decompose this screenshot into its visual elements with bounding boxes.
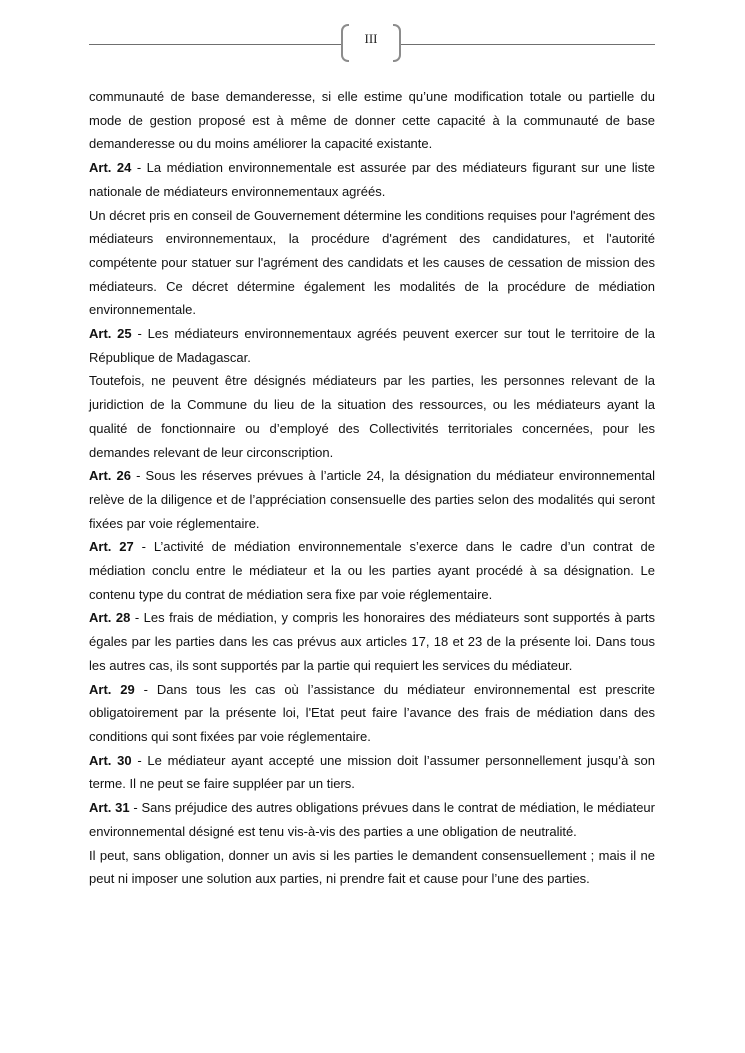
article-label: Art. 29 xyxy=(89,681,135,697)
paragraph-text: Toutefois, ne peuvent être désignés médiateurs par les parties, les personnes relevant de la juridiction de la Commune du lieu de la situation des ressources, ou les médiateurs ayant la qualité de fonctionnaire ou d’employé des Collectivités territoriales concernées, pour les demandes relevant de leur circonscription. xyxy=(89,373,655,460)
article-label: Art. 27 xyxy=(89,539,134,555)
paragraph-text: communauté de base demanderesse, si elle estime qu’une modification totale ou partielle du mode de gestion proposé est à même de donner cette capacité à la communauté de base demanderesse ou du moins améliorer la capacité existante. xyxy=(89,89,655,152)
paragraph-text: - Sans préjudice des autres obligations prévues dans le contrat de médiation, le médiateur environnemental désigné est tenu vis-à-vis des parties a une obligation de neutralité. xyxy=(89,800,655,839)
paragraph-text: Il peut, sans obligation, donner un avis si les parties le demandent consensuellement ; mais il ne peut ni imposer une solution aux parties, ni prendre fait et cause pour l’une des parties. xyxy=(89,847,655,887)
paragraph-text: Un décret pris en conseil de Gouvernement détermine les conditions requises pour l'agrément des médiateurs environnementaux, la procédure d'agrément des candidatures, et l'autorité compétente pour statuer sur l'agrément des candidats et les causes de cessation de mission des médiateurs. Ce décret détermine également les modalités de la procédure de médiation environnementale. xyxy=(89,207,655,318)
article-28 xyxy=(89,606,655,677)
paragraph-text: - L’activité de médiation environnementale s’exerce dans le cadre d’un contrat de médiation conclu entre le médiateur et la ou les parties ayant procédé à sa désignation. Le contenu type du contrat de médiation sera fixe par voie réglementaire. xyxy=(89,539,655,602)
article-26 xyxy=(89,464,655,535)
article-29 xyxy=(89,678,655,749)
article-24 xyxy=(89,156,655,203)
article-31 xyxy=(89,796,655,843)
page-number: III xyxy=(364,31,378,46)
header-rule-right xyxy=(401,44,655,45)
article-27 xyxy=(89,535,655,606)
article-label: Art. 25 xyxy=(89,326,132,342)
left-brace-icon xyxy=(341,24,349,62)
header-rule-left xyxy=(89,44,341,45)
article-30 xyxy=(89,749,655,796)
paragraph-text: - Sous les réserves prévues à l’article 24, la désignation du médiateur environnemental relève de la diligence et de l’appréciation consensuelle des parties selon des modalités qui seront fixées par voie réglementaire. xyxy=(89,468,655,531)
document-body xyxy=(89,85,655,891)
article-24-paragraph-2 xyxy=(89,204,655,323)
right-brace-icon xyxy=(393,24,401,62)
article-25 xyxy=(89,322,655,369)
article-label: Art. 31 xyxy=(89,800,130,816)
page-number-frame xyxy=(341,24,401,64)
paragraph-text: - Les médiateurs environnementaux agréés peuvent exercer sur tout le territoire de la République de Madagascar. xyxy=(89,326,656,365)
paragraph-text: - Le médiateur ayant accepté une mission doit l’assumer personnellement jusqu’à son terme. Il ne peut se faire suppléer par un tiers. xyxy=(89,752,655,792)
article-label: Art. 24 xyxy=(89,160,132,176)
article-label: Art. 30 xyxy=(89,752,132,768)
paragraph-text: - Les frais de médiation, y compris les honoraires des médiateurs sont supportés à parts égales par les parties dans les cas prévus aux articles 17, 18 et 23 de la présente loi. Dans tous les autres cas, ils sont supportés par la partie qui requiert les services du médiateur. xyxy=(89,610,656,673)
paragraph-text: - Dans tous les cas où l’assistance du médiateur environnemental est prescrite obligatoirement par la présente loi, l'Etat peut faire l’avance des frais de médiation dans des conditions qui sont fixées par voie réglementaire. xyxy=(89,681,655,744)
article-label: Art. 28 xyxy=(89,610,131,626)
article-label: Art. 26 xyxy=(89,468,131,484)
page-header xyxy=(89,24,655,66)
article-25-paragraph-2 xyxy=(89,369,655,464)
paragraph-text: - La médiation environnementale est assurée par des médiateurs figurant sur une liste nationale de médiateurs environnementaux agréés. xyxy=(89,160,655,199)
paragraph-intro-continuation xyxy=(89,85,655,156)
article-31-paragraph-2 xyxy=(89,844,655,891)
